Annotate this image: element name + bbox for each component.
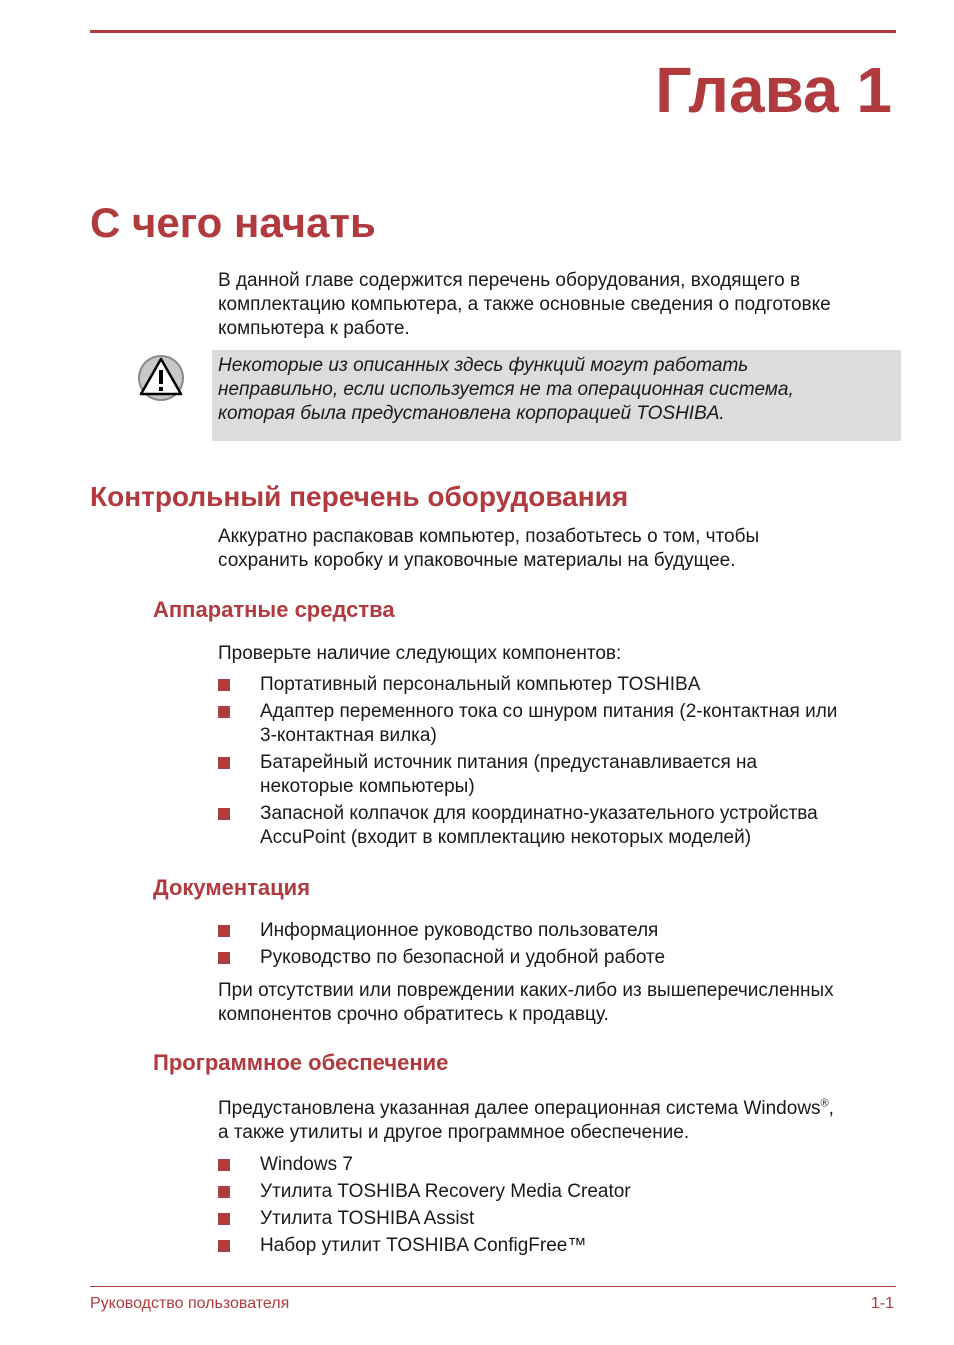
intro-paragraph — [218, 269, 898, 341]
software-intro-line: а также утилиты и другое программное обеспечение. — [218, 1122, 690, 1143]
documentation-list — [218, 919, 665, 973]
list-item-text: Руководство по безопасной и удобной работе — [260, 947, 666, 968]
checklist-paragraph — [218, 525, 898, 573]
warning-line: неправильно, если используется не та операционная система, — [218, 379, 794, 400]
list-item-text: Информационное руководство пользователя — [260, 920, 659, 941]
list-item — [218, 1234, 631, 1258]
footer-rule — [90, 1286, 896, 1287]
registered-mark: ® — [820, 1097, 829, 1110]
hardware-intro — [218, 642, 898, 666]
intro-line: компьютера к работе. — [218, 318, 410, 339]
list-item-text: Запасной колпачок для координатно-указательного устройства — [260, 803, 818, 824]
bullet-square-icon — [218, 1240, 230, 1252]
list-item-text: Набор утилит TOSHIBA ConfigFree™ — [260, 1235, 587, 1256]
list-item-text: AccuPoint (входит в комплектацию некоторых моделей) — [260, 827, 752, 848]
list-item — [218, 1153, 631, 1177]
list-item-text: Утилита TOSHIBA Assist — [260, 1208, 475, 1229]
hardware-list — [218, 673, 837, 853]
list-item — [218, 919, 665, 943]
checklist-heading: Контрольный перечень оборудования — [90, 481, 629, 512]
list-item — [218, 751, 837, 799]
bullet-square-icon — [218, 1213, 230, 1225]
list-item — [218, 700, 837, 748]
bullet-square-icon — [218, 952, 230, 964]
checklist-line: сохранить коробку и упаковочные материалы на будущее. — [218, 550, 736, 571]
warning-triangle-icon — [136, 352, 186, 404]
intro-line: В данной главе содержится перечень оборудования, входящего в — [218, 270, 801, 291]
checklist-line: Аккуратно распаковав компьютер, позаботьтесь о том, чтобы — [218, 526, 760, 547]
list-item-text: Адаптер переменного тока со шнуром питания (2-контактная или — [260, 701, 838, 722]
warning-line: Некоторые из описанных здесь функций могут работать — [218, 355, 749, 376]
header-rule — [90, 30, 896, 33]
documentation-note-line: При отсутствии или повреждении каких-либо из вышеперечисленных — [218, 980, 834, 1001]
footer-title: Руководство пользователя — [90, 1295, 290, 1312]
documentation-heading: Документация — [153, 875, 311, 900]
chapter-title: Глава 1 — [655, 54, 892, 126]
list-item-text: Батарейный источник питания (предустанавливается на — [260, 752, 758, 773]
warning-line: которая была предустановлена корпорацией TOSHIBA. — [218, 403, 725, 424]
intro-line: комплектацию компьютера, а также основные сведения о подготовке — [218, 294, 831, 315]
software-intro-line — [218, 1097, 898, 1121]
list-item-text: некоторые компьютеры) — [260, 776, 475, 797]
software-heading: Программное обеспечение — [153, 1050, 449, 1075]
warning-text — [218, 354, 794, 426]
list-item — [218, 1207, 631, 1231]
software-intro-comma: , — [828, 1098, 834, 1119]
list-item-text: Портативный персональный компьютер TOSHIBA — [260, 674, 701, 695]
software-intro — [218, 1097, 898, 1145]
bullet-square-icon — [218, 706, 230, 718]
hardware-heading: Аппаратные средства — [153, 597, 395, 622]
documentation-note-line: компонентов срочно обратитесь к продавцу. — [218, 1004, 609, 1025]
list-item-text: Утилита TOSHIBA Recovery Media Creator — [260, 1181, 631, 1202]
bullet-square-icon — [218, 808, 230, 820]
page-number: 1-1 — [870, 1295, 894, 1312]
section-title: С чего начать — [90, 199, 376, 246]
warning-box — [212, 350, 901, 441]
bullet-square-icon — [218, 757, 230, 769]
software-list — [218, 1153, 631, 1261]
list-item — [218, 802, 837, 850]
list-item-text: 3-контактная вилка) — [260, 725, 437, 746]
list-item — [218, 1180, 631, 1204]
software-intro-text: Предустановлена указанная далее операционная система Windows — [218, 1098, 821, 1119]
list-item — [218, 946, 665, 970]
bullet-square-icon — [218, 1186, 230, 1198]
documentation-note — [218, 979, 898, 1027]
bullet-square-icon — [218, 1159, 230, 1171]
list-item-text: Windows 7 — [260, 1154, 353, 1175]
list-item — [218, 673, 837, 697]
bullet-square-icon — [218, 679, 230, 691]
bullet-square-icon — [218, 925, 230, 937]
hardware-intro-line: Проверьте наличие следующих компонентов: — [218, 643, 622, 664]
